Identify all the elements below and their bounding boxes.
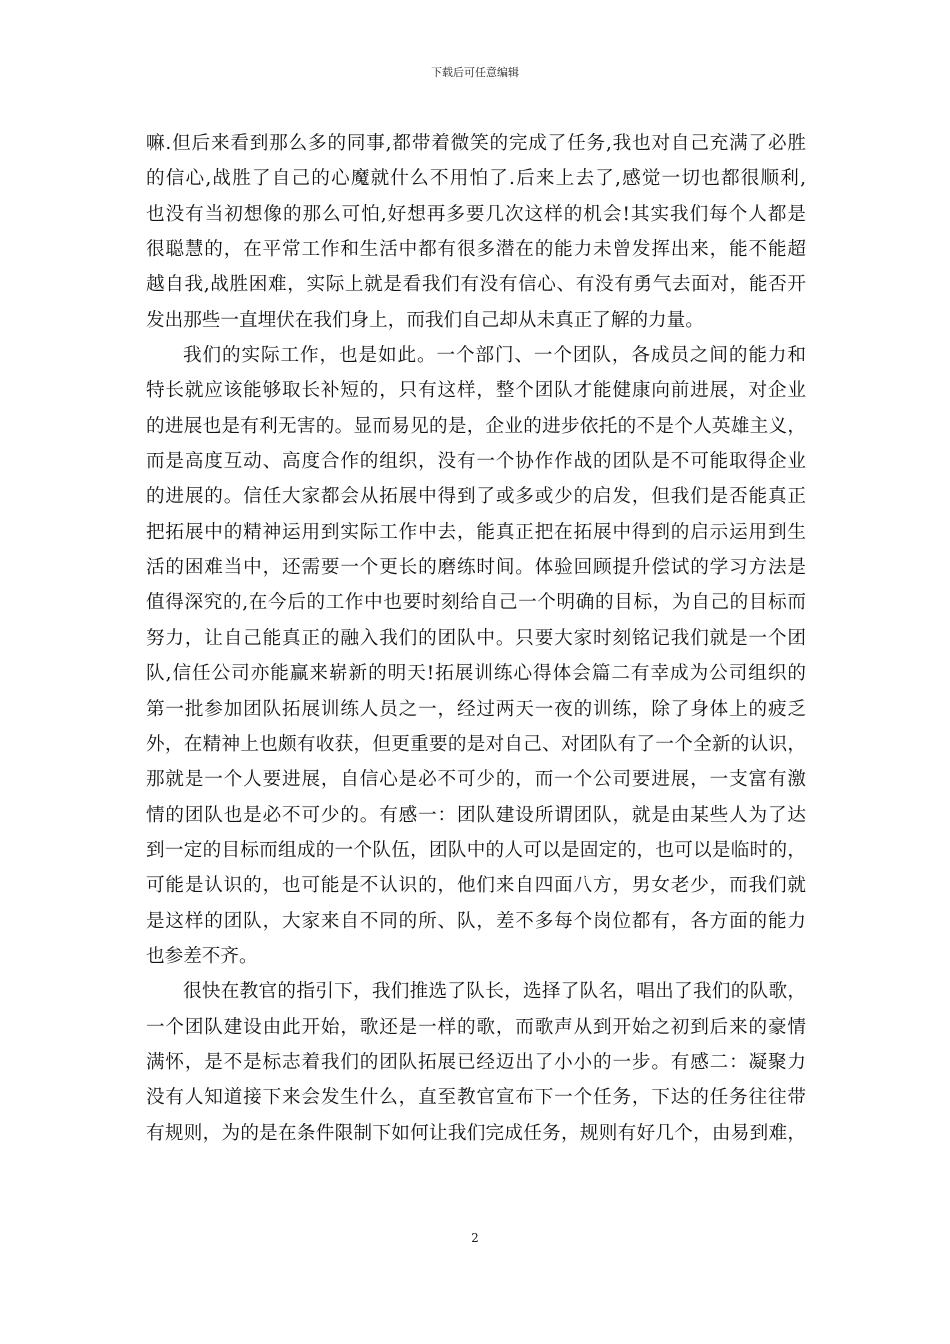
text-line: 努力，让自己能真正的融入我们的团队中。只要大家时刻铭记我们就是一个团 [146,627,806,649]
text-line: 那就是一个人要进展，自信心是必不可少的，而一个公司要进展，一支富有激 [146,769,806,791]
text-line: 越自我,战胜困难，实际上就是看我们有没有信心、有没有勇气去面对，能否开 [146,274,806,296]
text-line: 满怀，是不是标志着我们的团队拓展已经迈出了小小的一步。有感二：凝聚力 [146,1051,806,1073]
text-line: 也没有当初想像的那么可怕,好想再多要几次这样的机会!其实我们每个人都是 [146,203,806,225]
text-line: 到一定的目标而组成的一个队伍，团队中的人可以是固定的，也可以是临时的， [146,839,806,861]
paragraph-first-line: 我们的实际工作，也是如此。一个部门、一个团队，各成员之间的能力和 [183,345,806,367]
text-line: 而是高度互动、高度合作的组织，没有一个协作作战的团队是不可能取得企业 [146,451,806,473]
text-line: 一个团队建设由此开始，歌还是一样的歌，而歌声从到开始之初到后来的豪情 [146,1016,806,1038]
text-line: 活的困难当中，还需要一个更长的磨练时间。体验回顾提升偿试的学习方法是 [146,557,806,579]
text-line: 的进展的。信任大家都会从拓展中得到了或多或少的启发，但我们是否能真正 [146,486,806,508]
text-line: 值得深究的,在今后的工作中也要时刻给自己一个明确的目标，为自己的目标而 [146,592,806,614]
paragraph-first-line: 很快在教官的指引下，我们推选了队长，选择了队名，唱出了我们的队歌， [183,981,806,1003]
text-line: 第一批参加团队拓展训练人员之一，经过两天一夜的训练，除了身体上的疲乏 [146,698,806,720]
text-line: 很聪慧的，在平常工作和生活中都有很多潜在的能力未曾发挥出来，能不能超 [146,239,806,261]
text-line: 可能是认识的，也可能是不认识的，他们来自四面八方，男女老少，而我们就 [146,875,806,897]
body-text [146,126,806,1151]
text-line: 的信心,战胜了自己的心魔就什么不用怕了.后来上去了,感觉一切也都很顺利, [146,168,806,190]
text-line: 队,信任公司亦能赢来崭新的明天!拓展训练心得体会篇二有幸成为公司组织的 [146,663,806,685]
text-line: 把拓展中的精神运用到实际工作中去，能真正把在拓展中得到的启示运用到生 [146,521,806,543]
text-line: 外，在精神上也颇有收获，但更重要的是对自己、对团队有了一个全新的认识， [146,733,806,755]
page-number: 2 [471,1231,479,1245]
text-line: 有规则，为的是在条件限制下如何让我们完成任务，规则有好几个，由易到难， [146,1122,806,1144]
text-line: 是这样的团队，大家来自不同的所、队，差不多每个岗位都有，各方面的能力 [146,910,806,932]
page-header: 下载后可任意编辑 [431,66,519,79]
text-line: 没有人知道接下来会发生什么，直至教官宣布下一个任务，下达的任务往往带 [146,1087,806,1109]
text-line: 的进展也是有利无害的。显而易见的是，企业的进步依托的不是个人英雄主义， [146,415,806,437]
text-line: 也参差不齐。 [146,945,258,967]
text-line: 特长就应该能够取长补短的，只有这样，整个团队才能健康向前进展，对企业 [146,380,806,402]
text-line: 嘛.但后来看到那么多的同事,都带着微笑的完成了任务,我也对自己充满了必胜 [146,133,806,154]
text-line: 发出那些一直埋伏在我们身上，而我们自己却从未真正了解的力量。 [146,309,704,331]
text-line: 情的团队也是必不可少的。有感一：团队建设所谓团队，就是由某些人为了达 [146,804,806,826]
